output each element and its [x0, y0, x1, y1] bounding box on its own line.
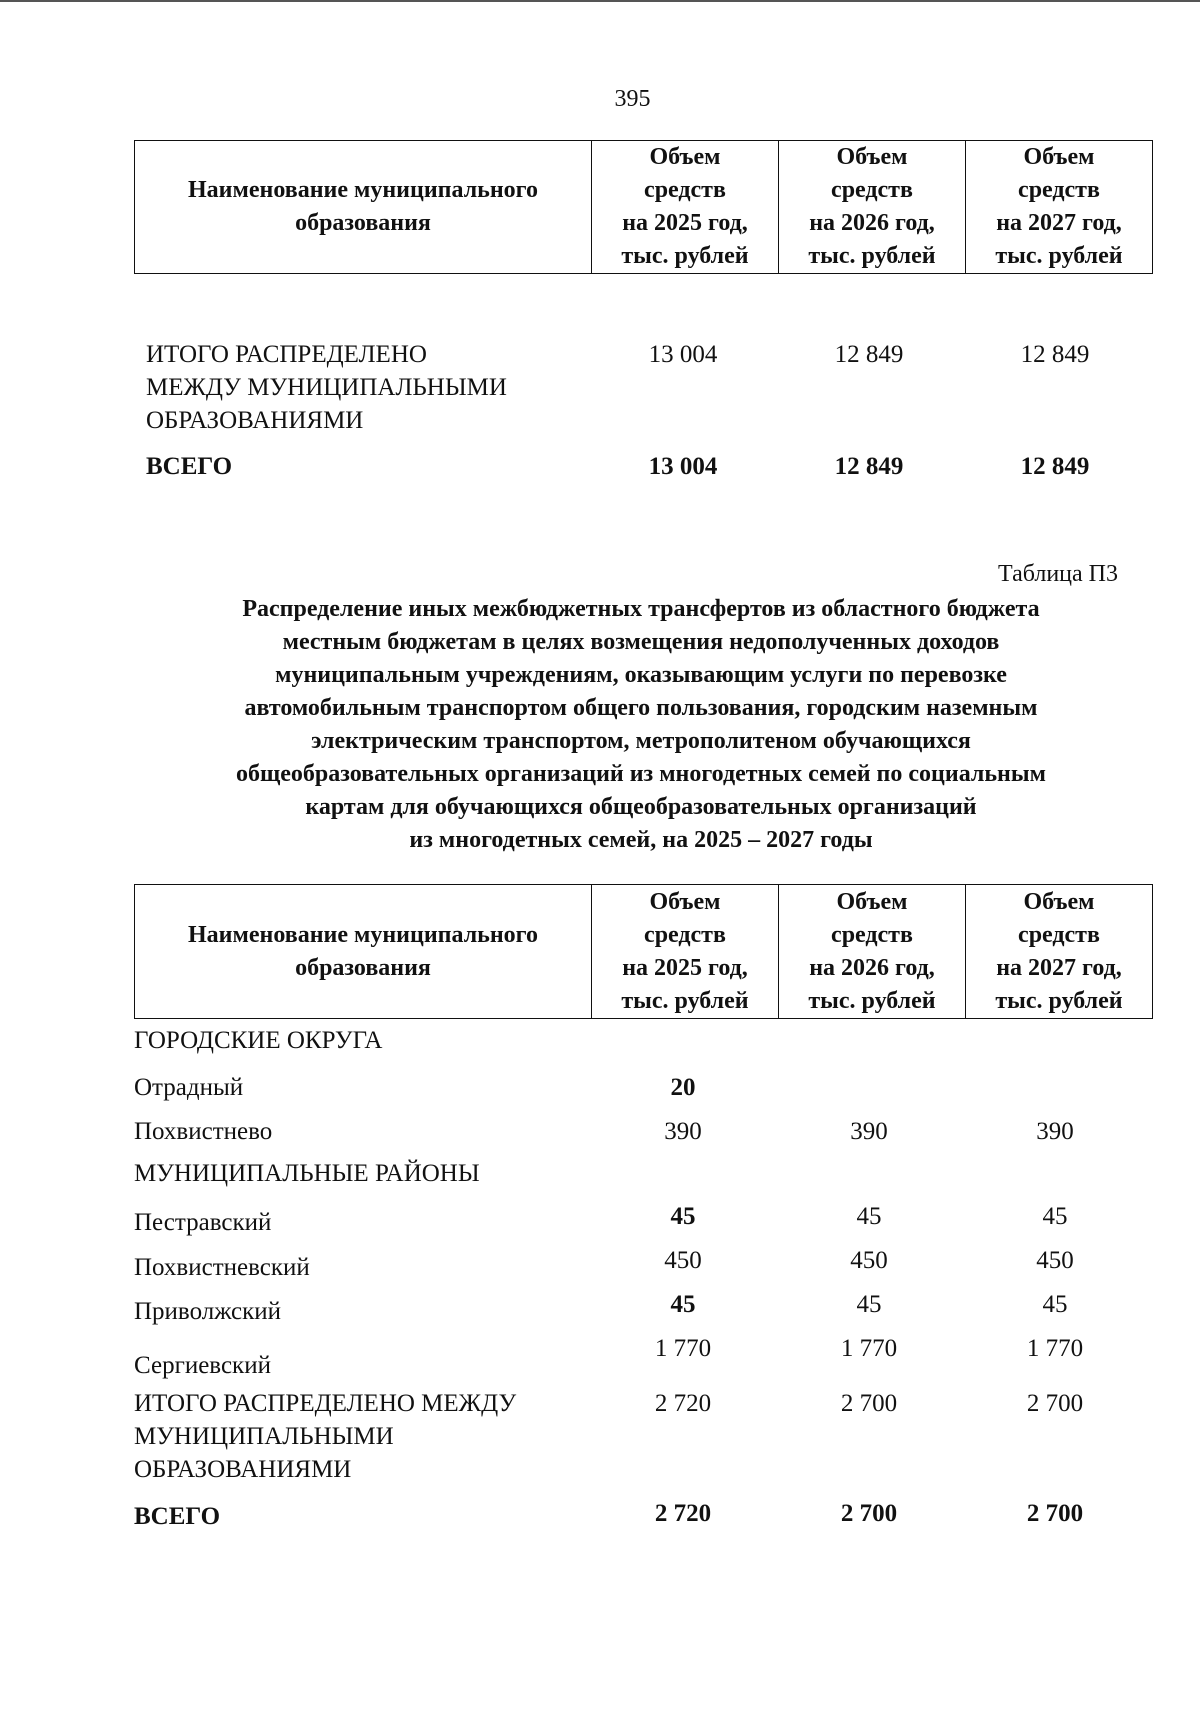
header-2025: [592, 141, 779, 274]
itogo-2027: 2 700: [1026, 1390, 1084, 1417]
total-name: ВСЕГО: [134, 1503, 221, 1530]
row-2026: 45: [856, 1203, 882, 1230]
row-name: Похвистневский: [134, 1254, 310, 1281]
header-2026-line: тыс. рублей: [808, 243, 936, 269]
row-2025: 20: [670, 1074, 696, 1101]
caption-line: Распределение иных межбюджетных трансфертов из областного бюджета: [242, 596, 1040, 622]
total-2027: 12 849: [1020, 453, 1090, 480]
total-name: ВСЕГО: [146, 453, 233, 480]
header-2026-line: на 2026 год,: [809, 954, 935, 981]
header-2026-line: средств: [831, 177, 913, 203]
total-2025: 13 004: [648, 453, 718, 480]
header-2027-line: средств: [1018, 177, 1100, 203]
itogo-name-line: МУНИЦИПАЛЬНЫМИ: [134, 1423, 394, 1450]
itogo-2025: 2 720: [654, 1390, 712, 1417]
itogo-name-line: ОБРАЗОВАНИЯМИ: [134, 1456, 352, 1483]
table1-itogo-row: [134, 338, 1148, 438]
header-2027-line: средств: [1018, 921, 1100, 948]
total-2027: 2 700: [1026, 1500, 1084, 1527]
row-name: Похвистнево: [134, 1118, 273, 1145]
row-2026: 390: [850, 1118, 888, 1145]
total-2025: 2 720: [654, 1500, 712, 1527]
total-2026: 2 700: [840, 1500, 898, 1527]
itogo-2026: 2 700: [840, 1390, 898, 1417]
header-2026-line: тыс. рублей: [808, 987, 936, 1014]
header-2026: [779, 141, 966, 274]
header-2025-line: Объем: [649, 888, 721, 915]
table2-header: [134, 884, 1153, 1019]
header-2025-line: средств: [644, 921, 726, 948]
header-2027: [966, 141, 1153, 274]
header-2025-line: на 2025 год,: [622, 954, 748, 981]
table-caption: [134, 593, 1148, 857]
itogo-2027: 12 849: [1020, 341, 1090, 368]
header-name: Наименование муниципального образования: [135, 885, 592, 1019]
header-2025-line: тыс. рублей: [621, 987, 749, 1014]
header-2026-line: на 2026 год,: [809, 210, 935, 236]
itogo-2025: 13 004: [648, 341, 718, 368]
row-name: Пестравский: [134, 1209, 272, 1236]
header-2027-line: тыс. рублей: [995, 243, 1123, 269]
itogo-name: [146, 338, 596, 437]
row-name: Сергиевский: [134, 1352, 271, 1379]
header-2027-line: Объем: [1023, 888, 1095, 915]
header-2025-line: Объем: [649, 144, 721, 170]
row-name: Приволжский: [134, 1298, 282, 1325]
header-2027-line: тыс. рублей: [995, 987, 1123, 1014]
caption-line: муниципальным учреждениям, оказывающим услуги по перевозке: [275, 662, 1007, 688]
row-name: Отрадный: [134, 1074, 244, 1101]
row-2025: 45: [670, 1291, 696, 1318]
header-2025-line: на 2025 год,: [622, 210, 748, 236]
caption-line: общеобразовательных организаций из многодетных семей по социальным: [236, 761, 1046, 787]
caption-line: автомобильным транспортом общего пользования, городским наземным: [244, 695, 1038, 721]
header-2027: [966, 885, 1153, 1019]
header-name: Наименование муниципального образования: [135, 141, 592, 274]
table1-header: [134, 140, 1153, 274]
caption-line: электрическим транспортом, метрополитеном обучающихся: [311, 728, 971, 754]
caption-line: местным бюджетам в целях возмещения недополученных доходов: [282, 629, 1000, 655]
row-2026: 1 770: [840, 1335, 898, 1362]
caption-line: из многодетных семей, на 2025 – 2027 годы: [409, 827, 873, 853]
table2-itogo-row: [134, 1387, 1148, 1487]
row-2027: 45: [1042, 1291, 1068, 1318]
header-2025-line: средств: [644, 177, 726, 203]
header-2027-line: Объем: [1023, 144, 1095, 170]
row-2025: 450: [664, 1247, 702, 1274]
header-2026: [779, 885, 966, 1019]
caption-line: картам для обучающихся общеобразовательных организаций: [305, 794, 977, 820]
header-2027-line: на 2027 год,: [996, 954, 1122, 981]
page-number: 395: [614, 86, 651, 112]
row-2027: 450: [1036, 1247, 1074, 1274]
itogo-name-line: МЕЖДУ МУНИЦИПАЛЬНЫМИ: [146, 374, 507, 401]
header-2026-line: средств: [831, 921, 913, 948]
header-2025-line: тыс. рублей: [621, 243, 749, 269]
itogo-name-line: ОБРАЗОВАНИЯМИ: [146, 407, 364, 434]
itogo-name-line: ИТОГО РАСПРЕДЕЛЕНО МЕЖДУ: [134, 1390, 517, 1417]
table-label: Таблица П3: [998, 561, 1118, 587]
header-2025: [592, 885, 779, 1019]
itogo-name: [134, 1387, 604, 1486]
header-2026-line: Объем: [836, 144, 908, 170]
row-2025: 390: [664, 1118, 702, 1145]
top-border-line: [0, 0, 1200, 2]
row-2027: 45: [1042, 1203, 1068, 1230]
row-2027: 390: [1036, 1118, 1074, 1145]
header-2027-line: на 2027 год,: [996, 210, 1122, 236]
total-2026: 12 849: [834, 453, 904, 480]
itogo-name-line: ИТОГО РАСПРЕДЕЛЕНО: [146, 341, 427, 368]
section-city-districts: ГОРОДСКИЕ ОКРУГА: [134, 1027, 383, 1054]
row-2025: 1 770: [654, 1335, 712, 1362]
header-2026-line: Объем: [836, 888, 908, 915]
row-2027: 1 770: [1026, 1335, 1084, 1362]
itogo-2026: 12 849: [834, 341, 904, 368]
section-municipal-districts: МУНИЦИПАЛЬНЫЕ РАЙОНЫ: [134, 1160, 480, 1187]
row-2026: 450: [850, 1247, 888, 1274]
row-2026: 45: [856, 1291, 882, 1318]
row-2025: 45: [670, 1203, 696, 1230]
